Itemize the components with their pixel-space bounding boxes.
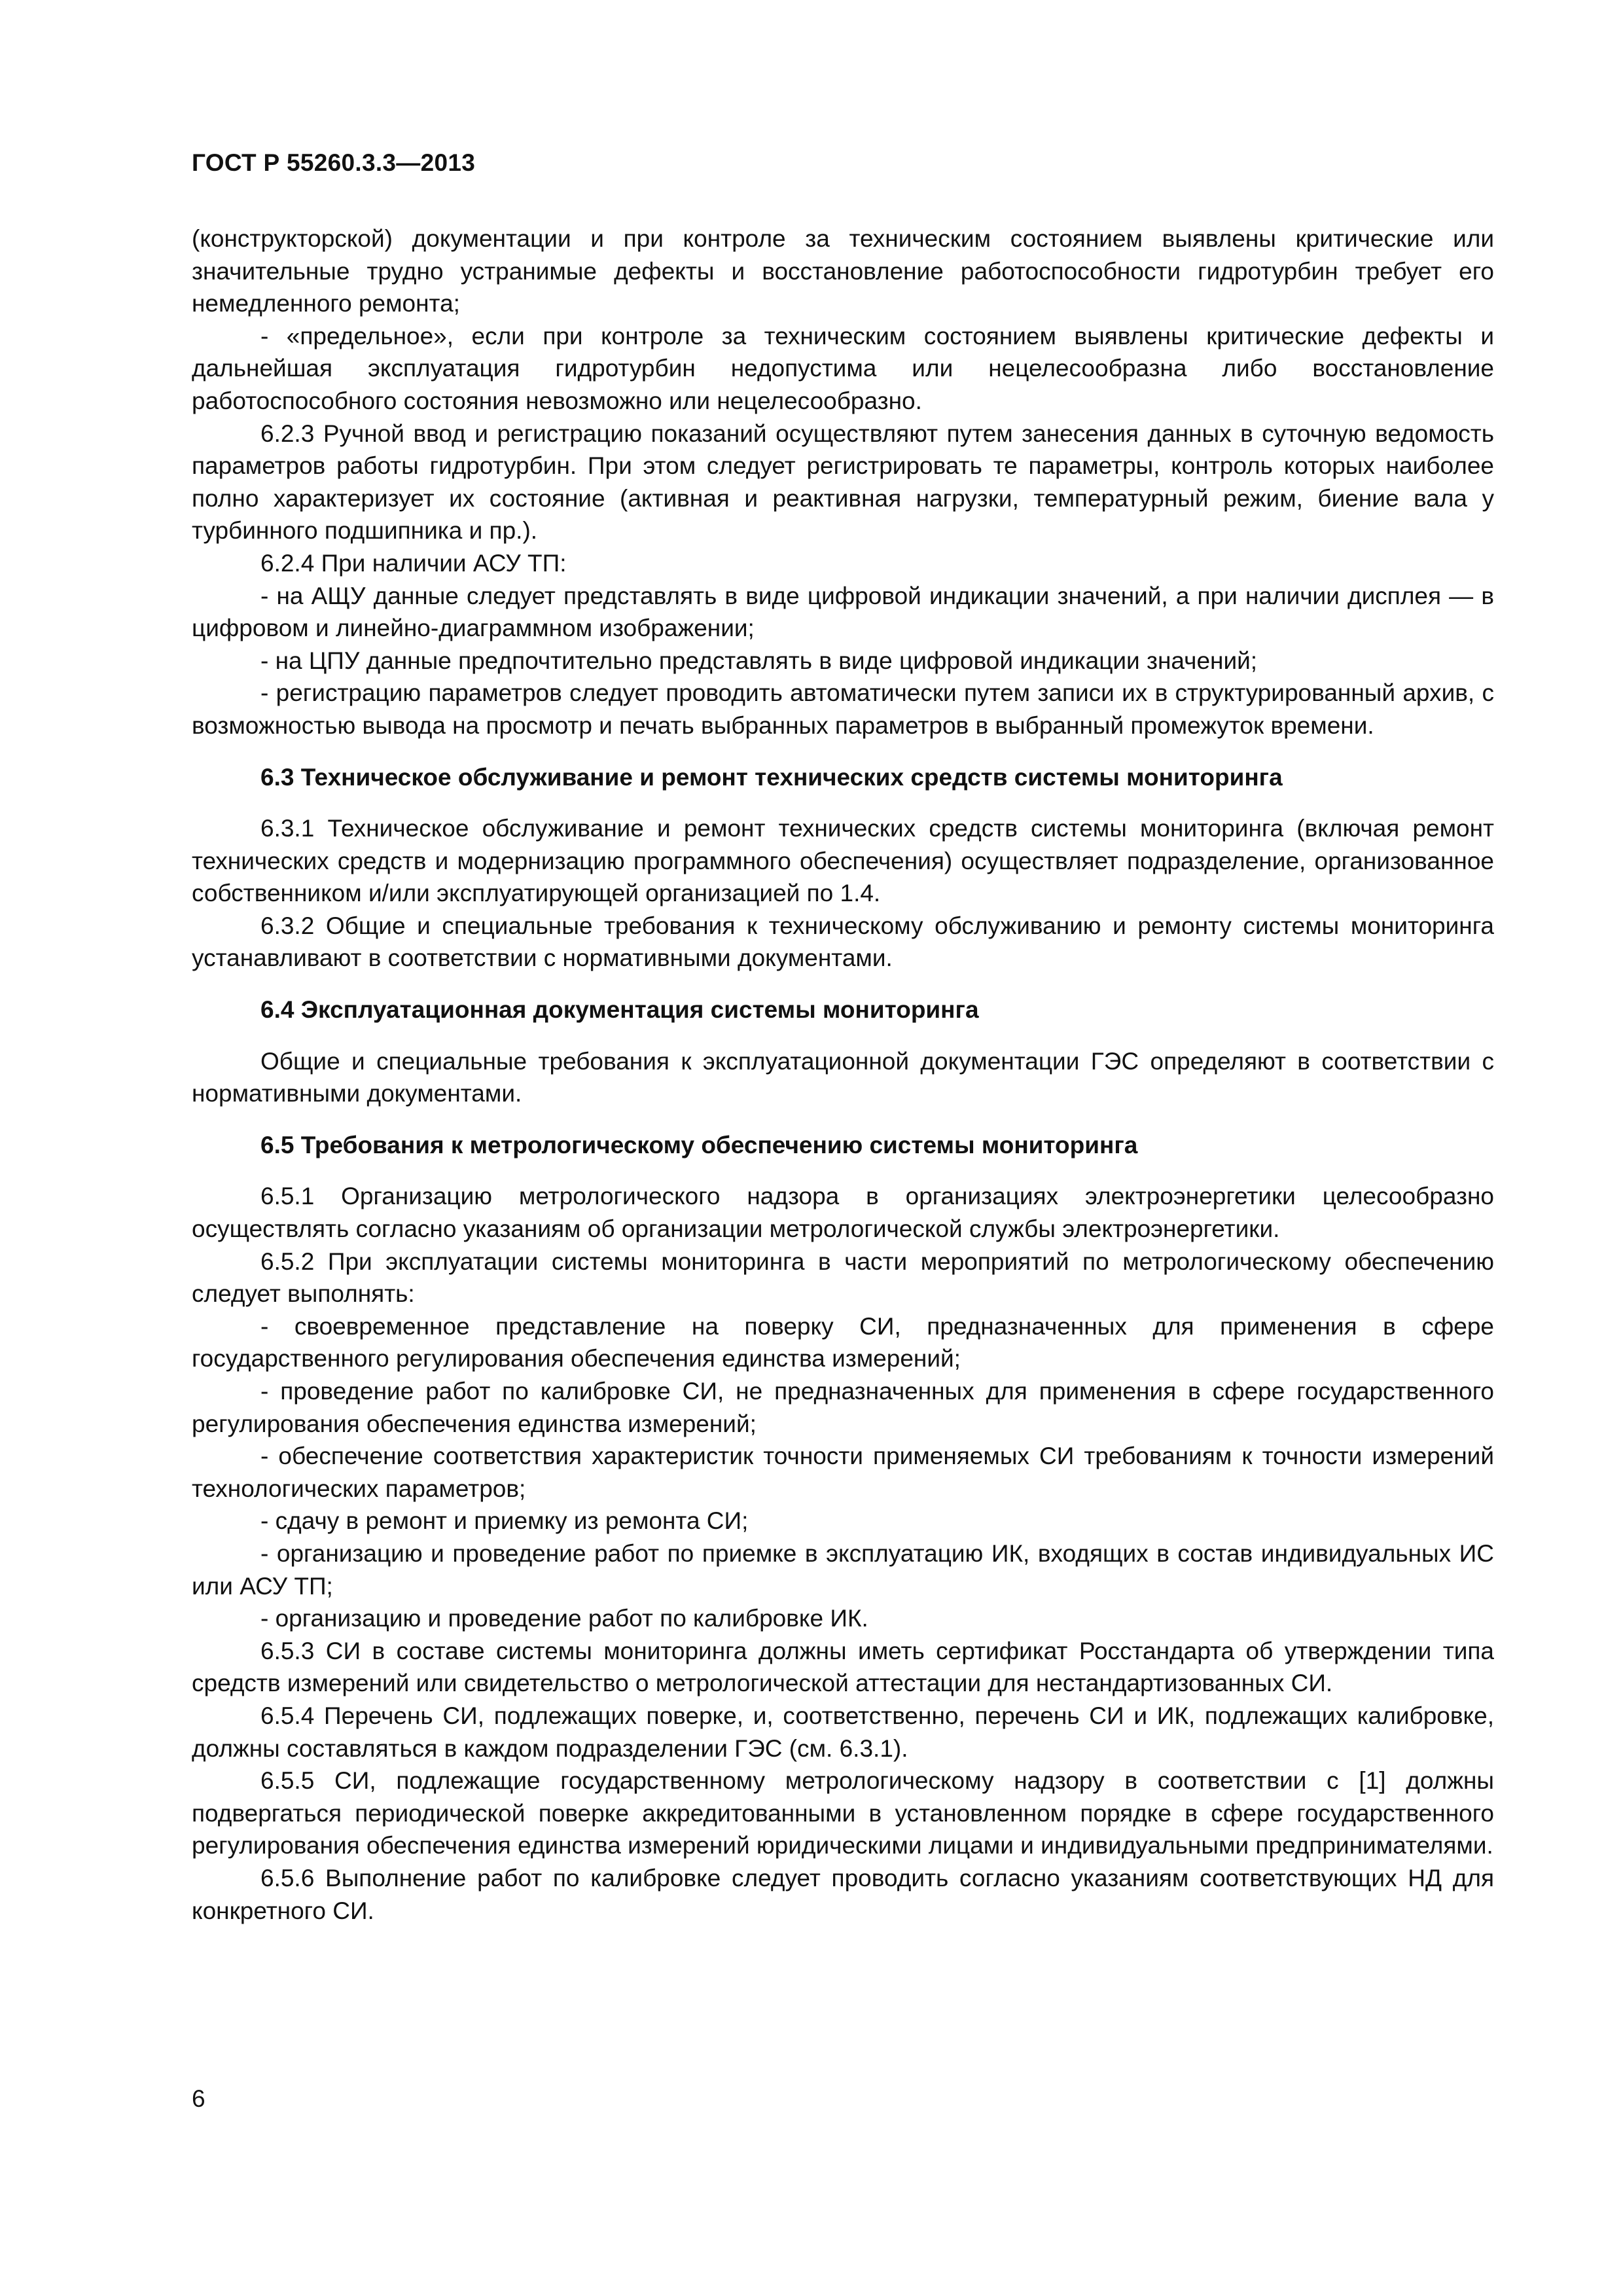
paragraph: 6.5.6 Выполнение работ по калибровке следует проводить согласно указаниям соответствующих НД для конкретного СИ. — [192, 1864, 1494, 1924]
paragraph: (конструкторской) документации и при контроле за техническим состоянием выявлены критические или значительные трудно устранимые дефекты и восстановление работоспособности гидротурбин требует его немедленного ремонта; — [192, 225, 1494, 317]
paragraph: 6.2.4 При наличии АСУ ТП: — [260, 549, 567, 577]
paragraph: 6.3.1 Техническое обслуживание и ремонт технических средств системы мониторинга (включая ремонт технических средств и модернизацию программного обеспечения) осуществляет подразделение, организованное собственником и/или эксплуатирующей организацией по 1.4. — [192, 815, 1494, 907]
paragraph: 6.5.5 СИ, подлежащие государственному метрологическому надзору в соответствии с [1] должны подвергаться периодической поверке аккредитованными в установленном порядке в сфере государственного регулирования обеспечения единства измерений юридическими лицами и индивидуальными предпринимателями. — [192, 1767, 1494, 1859]
list-item: - на ЦПУ данные предпочтительно представлять в виде цифровой индикации значений; — [260, 647, 1258, 674]
page-number: 6 — [192, 2085, 205, 2112]
section-heading: 6.3 Техническое обслуживание и ремонт технических средств системы мониторинга — [260, 763, 1283, 791]
paragraph: 6.2.3 Ручной ввод и регистрацию показаний осуществляют путем занесения данных в суточную ведомость параметров работы гидротурбин. При этом следует регистрировать те параметры, контроль которых наиболее полно характеризует их состояние (активная и реактивная нагрузки, температурный режим, биение вала у турбинного подшипника и пр.). — [192, 420, 1494, 545]
list-item: - организацию и проведение работ по калибровке ИК. — [260, 1605, 868, 1632]
list-item: - регистрацию параметров следует проводить автоматически путем записи их в структурированный архив, с возможностью вывода на просмотр и печать выбранных параметров в выбранный промежуток времени. — [192, 679, 1494, 739]
document-body — [192, 223, 1494, 1927]
list-item: - проведение работ по калибровке СИ, не предназначенных для применения в сфере государственного регулирования обеспечения единства измерений; — [192, 1378, 1494, 1437]
paragraph: 6.5.4 Перечень СИ, подлежащих поверке, и, соответственно, перечень СИ и ИК, подлежащих калибровке, должны составляться в каждом подразделении ГЭС (см. 6.3.1). — [192, 1702, 1494, 1762]
paragraph: Общие и специальные требования к эксплуатационной документации ГЭС определяют в соответствии с нормативными документами. — [192, 1047, 1494, 1107]
paragraph: 6.5.2 При эксплуатации системы мониторинга в части мероприятий по метрологическому обеспечению следует выполнять: — [192, 1247, 1494, 1308]
list-item: - своевременное представление на поверку СИ, предназначенных для применения в сфере государственного регулирования обеспечения единства измерений; — [192, 1312, 1494, 1372]
section-heading: 6.4 Эксплуатационная документация системы мониторинга — [260, 996, 979, 1024]
list-item: - сдачу в ремонт и приемку из ремонта СИ; — [260, 1507, 749, 1535]
document-header: ГОСТ Р 55260.3.3—2013 — [192, 149, 476, 176]
paragraph: 6.5.1 Организацию метрологического надзора в организациях электроэнергетики целесообразно осуществлять согласно указаниям об организации метрологической службы электроэнергетики. — [192, 1183, 1494, 1243]
list-item: - на АЩУ данные следует представлять в виде цифровой индикации значений, а при наличии дисплея — в цифровом и линейно-диаграммном изображении; — [192, 582, 1494, 642]
list-item: - «предельное», если при контроле за техническим состоянием выявлены критические дефекты и дальнейшая эксплуатация гидротурбин недопустима или нецелесообразна либо восстановление работоспособного состояния невозможно или нецелесообразно. — [192, 322, 1494, 414]
section-heading: 6.5 Требования к метрологическому обеспечению системы мониторинга — [260, 1131, 1138, 1158]
paragraph: 6.3.2 Общие и специальные требования к техническому обслуживанию и ремонту системы мониторинга устанавливают в соответствии с нормативными документами. — [192, 912, 1494, 972]
list-item: - организацию и проведение работ по приемке в эксплуатацию ИК, входящих в состав индивидуальных ИС или АСУ ТП; — [192, 1539, 1494, 1600]
paragraph: 6.5.3 СИ в составе системы мониторинга должны иметь сертификат Росстандарта об утверждении типа средств измерений или свидетельство о метрологической аттестации для нестандартизованных СИ. — [192, 1637, 1494, 1697]
list-item: - обеспечение соответствия характеристик точности применяемых СИ требованиям к точности измерений технологических параметров; — [192, 1443, 1494, 1502]
